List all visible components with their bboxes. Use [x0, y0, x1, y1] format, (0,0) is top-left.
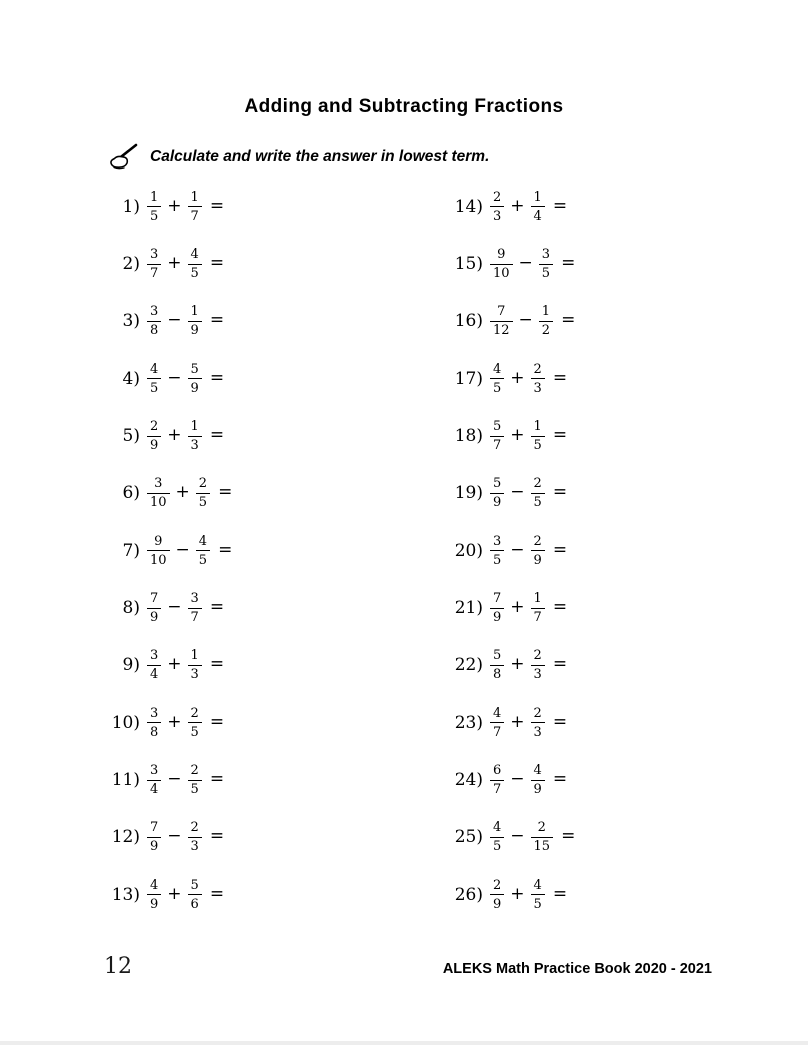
problem-number: 19) [454, 483, 483, 504]
fraction-numerator: 2 [537, 820, 546, 836]
fraction-denominator: 5 [531, 894, 545, 911]
fraction-first [490, 477, 504, 509]
fraction-first [490, 305, 513, 337]
fraction-numerator: 3 [493, 533, 502, 549]
fraction-denominator: 5 [196, 550, 210, 567]
fraction-first [147, 535, 170, 567]
equals-sign: = [218, 539, 233, 560]
fraction-numerator: 6 [493, 763, 502, 779]
fraction-denominator: 9 [490, 608, 504, 625]
fraction-numerator: 1 [541, 304, 551, 320]
operator-sign: + [175, 482, 190, 503]
problem-row [110, 522, 232, 579]
fraction-numerator: 4 [533, 763, 542, 779]
problem-number: 3) [122, 311, 140, 332]
equals-sign: = [209, 769, 225, 790]
footer-book-title: ALEKS Math Practice Book 2020 - 2021 [442, 961, 712, 977]
operator-sign: + [510, 367, 525, 388]
fraction-denominator: 7 [490, 722, 504, 739]
fraction-numerator: 1 [190, 648, 199, 664]
fraction-denominator: 9 [188, 378, 202, 395]
fraction-first [147, 821, 161, 853]
equals-sign: = [552, 195, 568, 216]
equals-sign: = [552, 883, 568, 904]
equals-sign: = [209, 195, 225, 216]
problem-row [110, 465, 232, 522]
fraction-numerator: 7 [150, 820, 159, 836]
fraction-denominator: 5 [196, 493, 210, 510]
fraction-denominator: 8 [147, 321, 161, 338]
fraction-numerator: 2 [533, 533, 542, 549]
fraction-denominator: 10 [147, 550, 170, 567]
operator-sign: + [510, 711, 525, 732]
equals-sign: = [209, 654, 225, 675]
fraction-denominator: 9 [490, 894, 504, 911]
problem-number: 14) [454, 196, 483, 217]
fraction-numerator: 2 [493, 189, 502, 205]
fraction-first [147, 879, 161, 911]
equals-sign: = [552, 367, 568, 388]
fraction-numerator: 3 [190, 591, 199, 607]
problem-number: 9) [122, 655, 140, 676]
problems-column-right [453, 178, 575, 923]
problem-row [453, 579, 575, 636]
fraction-second [539, 305, 553, 337]
fraction-first [490, 420, 504, 452]
problem-row [110, 579, 232, 636]
problem-row [453, 522, 575, 579]
equals-sign: = [209, 826, 225, 847]
equals-sign: = [552, 769, 568, 790]
fraction-numerator: 2 [150, 419, 159, 435]
instruction-text: Calculate and write the answer in lowest term. [150, 148, 490, 165]
fraction-numerator: 1 [150, 189, 159, 205]
fraction-first [490, 649, 504, 681]
fraction-numerator: 2 [190, 820, 199, 836]
fraction-denominator: 5 [188, 722, 202, 739]
fraction-numerator: 5 [493, 419, 502, 435]
fraction-first [490, 592, 504, 624]
equals-sign: = [552, 597, 568, 618]
operator-sign: − [518, 253, 533, 274]
fraction-numerator: 1 [190, 189, 199, 205]
problem-row [110, 293, 232, 350]
problem-row [453, 637, 575, 694]
fraction-numerator: 3 [150, 247, 159, 263]
fraction-numerator: 2 [198, 476, 208, 492]
fraction-first [147, 305, 161, 337]
fraction-first [490, 363, 504, 395]
fraction-denominator: 4 [147, 665, 161, 682]
fraction-numerator: 2 [533, 648, 542, 664]
fraction-numerator: 2 [493, 877, 502, 893]
problem-row [110, 407, 232, 464]
fraction-denominator: 3 [531, 378, 545, 395]
fraction-denominator: 5 [490, 550, 504, 567]
problem-number: 4) [122, 368, 140, 389]
problem-row [453, 694, 575, 751]
problem-row [453, 178, 575, 235]
fraction-denominator: 12 [490, 321, 513, 338]
fraction-first [490, 191, 504, 223]
problem-number: 23) [454, 712, 483, 733]
problem-number: 18) [454, 426, 483, 447]
fraction-numerator: 5 [493, 476, 502, 492]
problem-number: 17) [454, 368, 483, 389]
equals-sign: = [561, 310, 576, 331]
fraction-denominator: 5 [531, 493, 545, 510]
problem-row [110, 866, 232, 923]
page-title: Adding and Subtracting Fractions [244, 96, 564, 117]
problem-row [453, 350, 575, 407]
operator-sign: − [167, 597, 182, 618]
fraction-numerator: 5 [190, 361, 199, 377]
fraction-denominator: 3 [188, 837, 202, 854]
fraction-denominator: 4 [147, 780, 161, 797]
fraction-numerator: 2 [533, 361, 542, 377]
fraction-numerator: 1 [533, 591, 542, 607]
problem-number: 16) [454, 311, 483, 332]
problem-row [110, 178, 232, 235]
fraction-second [531, 477, 545, 509]
fraction-denominator: 9 [147, 837, 161, 854]
fraction-second [196, 535, 210, 567]
instruction-row [106, 143, 489, 171]
fraction-numerator: 1 [533, 189, 542, 205]
fraction-numerator: 1 [190, 419, 199, 435]
fraction-numerator: 4 [493, 361, 502, 377]
fraction-denominator: 15 [531, 837, 554, 854]
problem-number: 25) [454, 827, 483, 848]
fraction-denominator: 5 [490, 837, 504, 854]
fraction-denominator: 3 [188, 665, 202, 682]
problem-row [110, 809, 232, 866]
fraction-second [531, 764, 545, 796]
problem-number: 12) [111, 827, 140, 848]
problem-number: 5) [122, 426, 140, 447]
fraction-second [539, 248, 553, 280]
fraction-second [188, 592, 202, 624]
operator-sign: − [167, 367, 182, 388]
fraction-denominator: 2 [539, 321, 553, 338]
problem-number: 10) [111, 712, 140, 733]
fraction-second [188, 248, 202, 280]
fraction-second [188, 764, 202, 796]
operator-sign: − [518, 310, 533, 331]
fraction-denominator: 5 [188, 780, 202, 797]
fraction-numerator: 7 [150, 591, 159, 607]
equals-sign: = [552, 482, 568, 503]
equals-sign: = [209, 711, 225, 732]
fraction-first [147, 707, 161, 739]
fraction-numerator: 4 [150, 877, 159, 893]
fraction-denominator: 4 [531, 206, 545, 223]
fraction-numerator: 3 [154, 476, 163, 492]
fraction-denominator: 7 [490, 436, 504, 453]
equals-sign: = [209, 367, 225, 388]
operator-sign: − [175, 539, 190, 560]
fraction-second [188, 879, 202, 911]
fraction-numerator: 1 [190, 304, 199, 320]
fraction-first [147, 191, 161, 223]
fraction-denominator: 5 [147, 378, 161, 395]
fraction-numerator: 3 [150, 648, 159, 664]
operator-sign: + [167, 883, 182, 904]
fraction-second [196, 477, 210, 509]
problem-row [110, 637, 232, 694]
fraction-denominator: 7 [188, 206, 202, 223]
fraction-numerator: 4 [493, 820, 502, 836]
operator-sign: + [510, 597, 525, 618]
fraction-first [147, 420, 161, 452]
writing-hand-icon [106, 143, 140, 171]
operator-sign: − [510, 769, 525, 790]
problem-row [453, 235, 575, 292]
problem-row [453, 809, 575, 866]
problem-number: 8) [122, 598, 140, 619]
fraction-second [188, 649, 202, 681]
fraction-second [188, 420, 202, 452]
operator-sign: + [167, 253, 182, 274]
problem-row [453, 465, 575, 522]
equals-sign: = [552, 711, 568, 732]
fraction-second [188, 191, 202, 223]
problem-number: 2) [122, 254, 140, 275]
fraction-numerator: 2 [533, 476, 542, 492]
fraction-second [188, 707, 202, 739]
equals-sign: = [209, 425, 225, 446]
fraction-numerator: 3 [541, 247, 551, 263]
fraction-numerator: 7 [497, 304, 506, 320]
operator-sign: + [510, 425, 525, 446]
problem-row [110, 751, 232, 808]
fraction-denominator: 3 [490, 206, 504, 223]
fraction-denominator: 6 [188, 894, 202, 911]
problem-row [453, 293, 575, 350]
fraction-denominator: 9 [188, 321, 202, 338]
problem-number: 26) [454, 884, 483, 905]
fraction-first [490, 535, 504, 567]
fraction-denominator: 3 [531, 722, 545, 739]
fraction-denominator: 8 [490, 665, 504, 682]
fraction-second [531, 649, 545, 681]
fraction-denominator: 3 [188, 436, 202, 453]
fraction-numerator: 3 [150, 304, 159, 320]
fraction-numerator: 4 [150, 361, 159, 377]
fraction-numerator: 1 [533, 419, 542, 435]
operator-sign: + [167, 711, 182, 732]
fraction-denominator: 5 [531, 436, 545, 453]
equals-sign: = [209, 253, 225, 274]
operator-sign: − [510, 482, 525, 503]
fraction-denominator: 5 [188, 264, 202, 281]
operator-sign: − [510, 826, 525, 847]
fraction-second [188, 305, 202, 337]
equals-sign: = [552, 425, 568, 446]
fraction-first [490, 248, 513, 280]
problem-row [453, 751, 575, 808]
fraction-numerator: 2 [190, 705, 199, 721]
operator-sign: + [510, 883, 525, 904]
problem-number: 6) [122, 483, 140, 504]
fraction-first [147, 592, 161, 624]
fraction-denominator: 9 [147, 608, 161, 625]
fraction-denominator: 9 [147, 894, 161, 911]
problem-number: 1) [122, 196, 140, 217]
fraction-second [531, 191, 545, 223]
problem-number: 11) [111, 770, 140, 791]
operator-sign: − [167, 769, 182, 790]
problem-number: 21) [454, 598, 483, 619]
fraction-first [490, 764, 504, 796]
fraction-numerator: 5 [493, 648, 502, 664]
fraction-denominator: 8 [147, 722, 161, 739]
problem-row [110, 235, 232, 292]
problem-row [453, 407, 575, 464]
problem-row [110, 350, 232, 407]
fraction-denominator: 7 [147, 264, 161, 281]
fraction-denominator: 9 [147, 436, 161, 453]
problem-number: 20) [454, 540, 483, 561]
fraction-second [188, 821, 202, 853]
fraction-first [490, 821, 504, 853]
equals-sign: = [218, 482, 233, 503]
equals-sign: = [209, 883, 225, 904]
fraction-denominator: 3 [531, 665, 545, 682]
problem-number: 22) [454, 655, 483, 676]
fraction-numerator: 4 [190, 247, 199, 263]
fraction-numerator: 7 [493, 591, 502, 607]
fraction-numerator: 4 [533, 877, 542, 893]
fraction-second [531, 821, 554, 853]
problem-row [453, 866, 575, 923]
problem-number: 15) [454, 254, 483, 275]
operator-sign: + [167, 195, 182, 216]
fraction-numerator: 3 [150, 763, 159, 779]
fraction-denominator: 9 [490, 493, 504, 510]
fraction-second [531, 707, 545, 739]
fraction-second [531, 535, 545, 567]
operator-sign: + [510, 654, 525, 675]
fraction-denominator: 5 [147, 206, 161, 223]
operator-sign: − [167, 826, 182, 847]
equals-sign: = [561, 253, 576, 274]
operator-sign: + [167, 654, 182, 675]
fraction-numerator: 9 [154, 533, 163, 549]
fraction-denominator: 7 [188, 608, 202, 625]
problem-row [110, 694, 232, 751]
fraction-numerator: 4 [198, 533, 208, 549]
fraction-first [147, 477, 170, 509]
fraction-denominator: 10 [490, 264, 513, 281]
fraction-first [490, 879, 504, 911]
equals-sign: = [552, 539, 568, 560]
fraction-first [147, 649, 161, 681]
fraction-numerator: 4 [493, 705, 502, 721]
fraction-first [147, 764, 161, 796]
problem-number: 7) [122, 540, 140, 561]
fraction-denominator: 10 [147, 493, 170, 510]
fraction-numerator: 5 [190, 877, 199, 893]
equals-sign: = [209, 597, 225, 618]
fraction-second [531, 879, 545, 911]
fraction-denominator: 5 [539, 264, 553, 281]
fraction-denominator: 7 [490, 780, 504, 797]
fraction-numerator: 3 [150, 705, 159, 721]
equals-sign: = [552, 654, 568, 675]
operator-sign: + [510, 195, 525, 216]
fraction-numerator: 2 [533, 705, 542, 721]
fraction-denominator: 9 [531, 780, 545, 797]
problem-number: 24) [454, 770, 483, 791]
fraction-first [490, 707, 504, 739]
fraction-second [531, 363, 545, 395]
footer-page-number: 12 [104, 954, 132, 979]
operator-sign: + [167, 425, 182, 446]
fraction-second [188, 363, 202, 395]
fraction-denominator: 9 [531, 550, 545, 567]
fraction-numerator: 9 [497, 247, 506, 263]
problems-column-left [110, 178, 232, 923]
fraction-second [531, 592, 545, 624]
fraction-second [531, 420, 545, 452]
fraction-first [147, 363, 161, 395]
fraction-denominator: 5 [490, 378, 504, 395]
equals-sign: = [209, 310, 225, 331]
operator-sign: − [167, 310, 182, 331]
fraction-denominator: 7 [531, 608, 545, 625]
problem-number: 13) [111, 884, 140, 905]
fraction-first [147, 248, 161, 280]
operator-sign: − [510, 539, 525, 560]
fraction-numerator: 2 [190, 763, 199, 779]
equals-sign: = [561, 826, 576, 847]
